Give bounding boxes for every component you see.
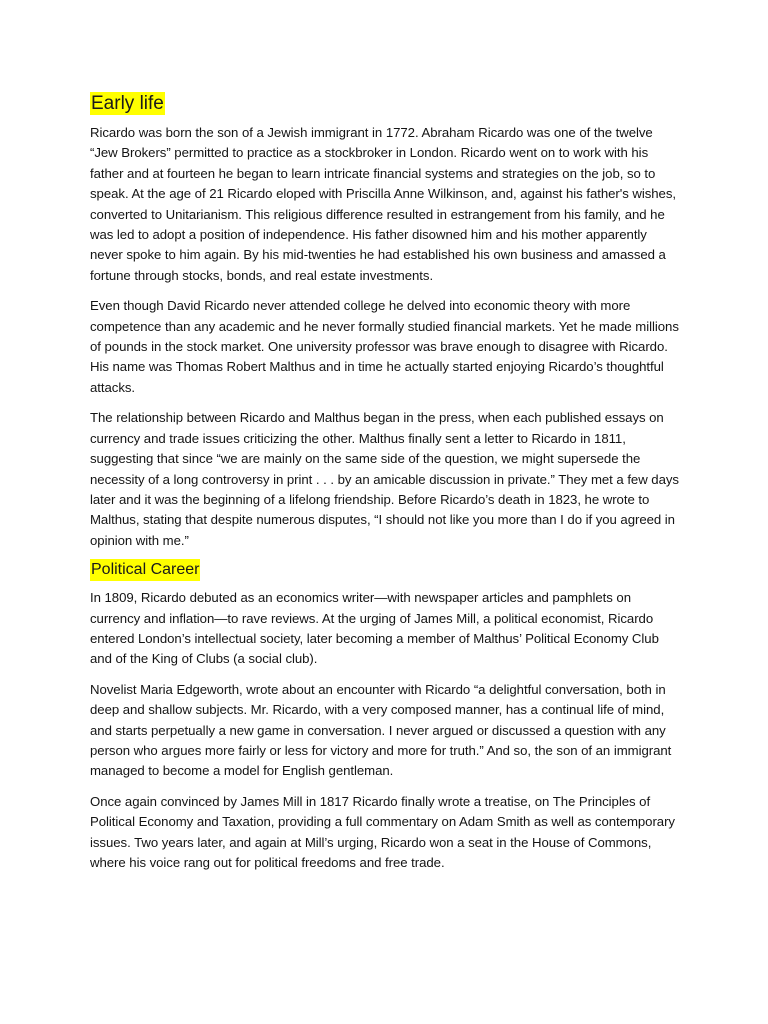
section-early-life (90, 92, 680, 116)
heading-early-life: Early life (91, 93, 164, 114)
paragraph: The relationship between Ricardo and Malthus began in the press, when each published essays on currency and trade issues criticizing the other. Malthus finally sent a letter to Ricardo in 1811, suggesting that since “we are mainly on the same side of the question, we might supersede the necessity of a long controversy in print . . . by an amicable discussion in private.” They met a few days later and it was the beginning of a lifelong friendship. Before Ricardo’s death in 1823, he wrote to Malthus, stating that despite numerous disputes, “I should not like you more than I do if you agreed in opinion with me.” (90, 410, 679, 548)
paragraph: In 1809, Ricardo debuted as an economics writer—with newspaper articles and pamphlets on currency and inflation—to rave reviews. At the urging of James Mill, a political economist, Ricardo entered London’s intellectual society, later becoming a member of Malthus’ Political Economy Club and of the King of Clubs (a social club). (90, 590, 659, 667)
paragraph: Once again convinced by James Mill in 1817 Ricardo finally wrote a treatise, on The Principles of Political Economy and Taxation, providing a full commentary on Adam Smith as well as contemporary issues. Two years later, and again at Mill’s urging, Ricardo won a seat in the House of Commons, where his voice rang out for political freedoms and free trade. (90, 793, 675, 870)
paragraph: Ricardo was born the son of a Jewish immigrant in 1772. Abraham Ricardo was one of the twelve “Jew Brokers” permitted to practice as a stockbroker in London. Ricardo went on to work with his father and at fourteen he began to learn intricate financial systems and strategies on the job, so to speak. At the age of 21 Ricardo eloped with Priscilla Anne Wilkinson, and, against his father's wishes, converted to Unitarianism. This religious difference resulted in estrangement from his family, and he was led to adopt a position of independence. His father disowned him and his mother apparently never spoke to him again. By his mid-twenties he had established his own business and amassed a fortune through stocks, bonds, and real estate investments. (90, 125, 677, 283)
heading-political-career: Political Career (90, 559, 200, 581)
section-political-career (90, 559, 680, 581)
paragraph: Novelist Maria Edgeworth, wrote about an encounter with Ricardo “a delightful conversation, both in deep and shallow subjects. Mr. Ricardo, with a very composed manner, has a continual life of mind, and starts perpetually a new game in conversation. I never argued or discussed a question with any person who argues more fairly or less for victory and more for truth.” And so, the son of an immigrant managed to become a model for English gentleman. (90, 681, 672, 779)
paragraph: Even though David Ricardo never attended college he delved into economic theory with more competence than any academic and he never formally studied financial markets. Yet he made millions of pounds in the stock market. One university professor was brave enough to disagree with Ricardo. His name was Thomas Robert Malthus and in time he actually started enjoying Ricardo’s thoughtful attacks. (90, 298, 679, 395)
document-content (90, 92, 680, 883)
